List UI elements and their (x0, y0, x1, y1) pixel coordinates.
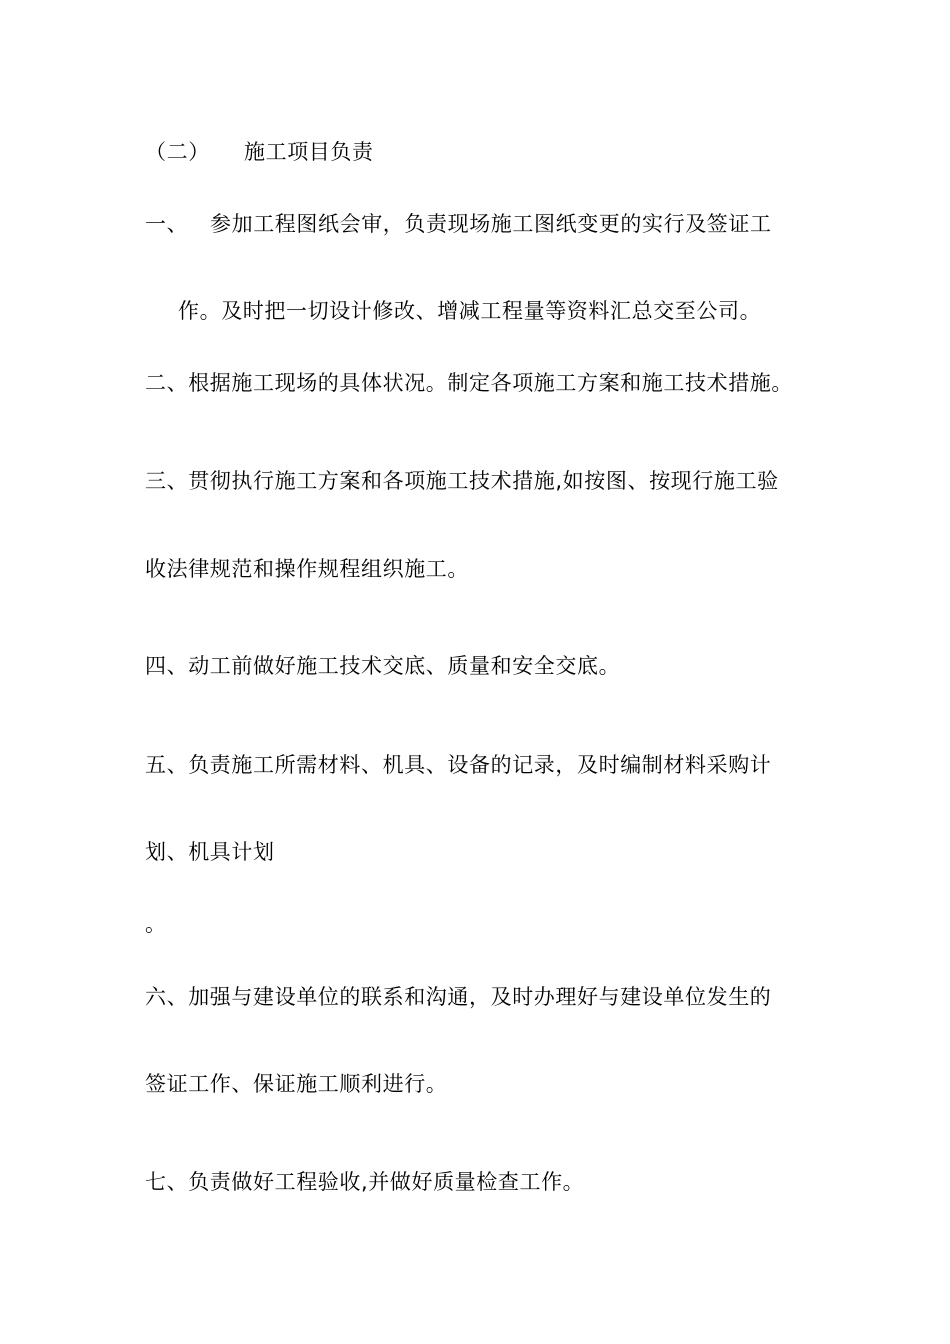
item-3-text: 三、贯彻执行施工方案和各项施工技术措施,如按图、按现行施工验 (145, 469, 779, 493)
item-1-text: 参加工程图纸会审，负责现场施工图纸变更的实行及签证工 (210, 212, 772, 236)
item-5-continuation: 划、机具计划 (145, 840, 275, 864)
item-6-text: 六、加强与建设单位的联系和沟通，及时办理好与建设单位发生的 (145, 985, 772, 1009)
item-2-text: 二、根据施工现场的具体状况。制定各项施工方案和施工技术措施。 (145, 371, 793, 395)
section-title: 施工项目负责 (244, 140, 374, 164)
item-4-text: 四、动工前做好施工技术交底、质量和安全交底。 (145, 654, 621, 678)
item-1-number: 一、 (145, 212, 189, 236)
item-7-text: 七、负责做好工程验收,并做好质量检查工作。 (145, 1170, 585, 1194)
item-5-ending: 。 (145, 912, 167, 936)
item-3-continuation: 收法律规范和操作规程组织施工。 (145, 557, 469, 581)
item-6-continuation: 签证工作、保证施工顺利进行。 (145, 1072, 448, 1096)
item-1-continuation: 作。及时把一切设计修改、增减工程量等资料汇总交至公司。 (178, 299, 762, 323)
section-number: （二） (145, 140, 210, 164)
item-5-text: 五、负责施工所需材料、机具、设备的记录，及时编制材料采购计 (145, 753, 772, 777)
